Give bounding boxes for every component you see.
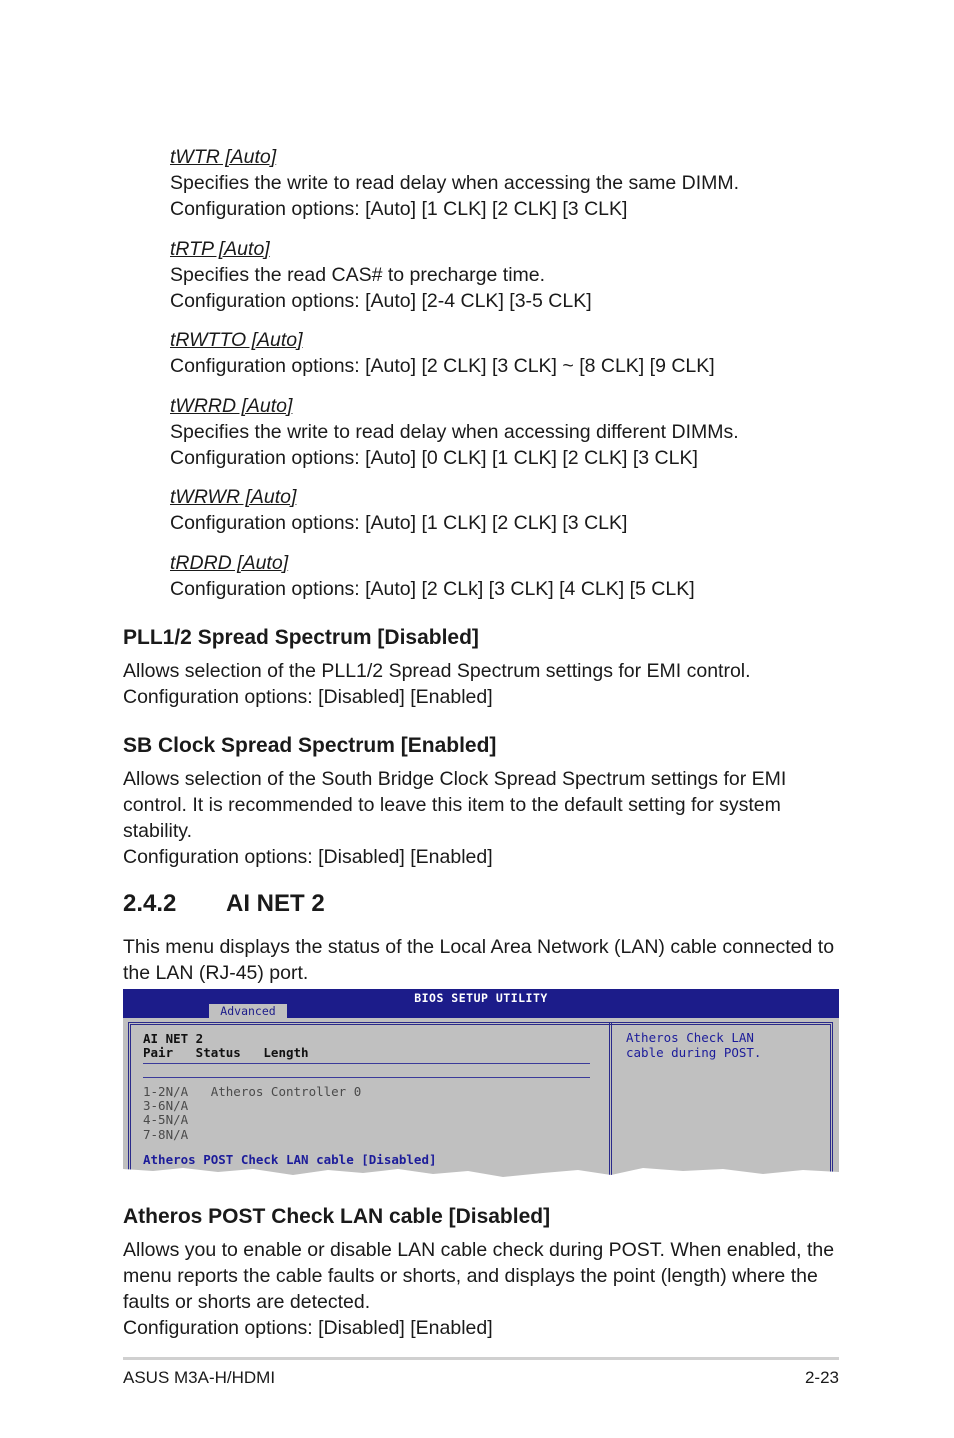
bios-help-line: Atheros Check LAN bbox=[626, 1030, 754, 1045]
timing-item-trdrd bbox=[170, 550, 870, 602]
footer-page-number: 2-23 bbox=[804, 1368, 839, 1387]
section-number: 2.4.2 bbox=[123, 890, 177, 917]
section-title: AI NET 2 bbox=[226, 890, 325, 917]
bios-help-line: cable during POST. bbox=[626, 1045, 762, 1060]
pll-heading: PLL1/2 Spread Spectrum [Disabled] bbox=[123, 626, 479, 649]
pll-description: Allows selection of the PLL1/2 Spread Spectrum settings for EMI control. bbox=[123, 660, 751, 682]
bios-pair-row: 3-6N/A bbox=[143, 1098, 189, 1113]
item-title: tRDRD [Auto] bbox=[170, 552, 289, 574]
bios-rule bbox=[143, 1063, 590, 1064]
item-title: tWTR [Auto] bbox=[170, 146, 277, 168]
sb-clock-spread-spectrum-section bbox=[123, 733, 843, 870]
sb-description-line: Allows selection of the South Bridge Clock Spread Spectrum settings for EMI bbox=[123, 768, 787, 790]
bios-tab-advanced[interactable]: Advanced bbox=[209, 1004, 287, 1018]
item-options: Configuration options: [Auto] [2 CLk] [3 CLK] [4 CLK] [5 CLK] bbox=[170, 578, 695, 600]
bios-pair-row: 7-8N/A bbox=[143, 1127, 189, 1142]
timing-item-trwtto bbox=[170, 327, 870, 379]
pll-spread-spectrum-section bbox=[123, 625, 843, 710]
footer-product-name: ASUS M3A-H/HDMI bbox=[123, 1368, 276, 1387]
item-options: Configuration options: [Auto] [1 CLK] [2 CLK] [3 CLK] bbox=[170, 512, 628, 534]
timing-item-twtr bbox=[170, 144, 870, 222]
sb-description-line: stability. bbox=[123, 820, 192, 842]
footer-rule bbox=[123, 1357, 839, 1360]
item-title: tWRWR [Auto] bbox=[170, 486, 297, 508]
timing-item-twrwr bbox=[170, 484, 870, 536]
bios-menu-title: AI NET 2 bbox=[143, 1031, 204, 1046]
bios-rule bbox=[143, 1077, 590, 1078]
item-options: Configuration options: [Auto] [1 CLK] [2 CLK] [3 CLK] bbox=[170, 198, 628, 220]
timing-item-twrrd bbox=[170, 393, 870, 471]
item-options: Configuration options: [Auto] [0 CLK] [1 CLK] [2 CLK] [3 CLK] bbox=[170, 447, 698, 469]
atheros-post-check-section bbox=[123, 1204, 843, 1341]
item-description: Specifies the write to read delay when accessing different DIMMs. bbox=[170, 421, 739, 443]
bios-columns-header: Pair Status Length bbox=[143, 1045, 309, 1060]
atheros-description-line: Allows you to enable or disable LAN cable check during POST. When enabled, the bbox=[123, 1239, 835, 1261]
atheros-description-line: menu reports the cable faults or shorts, and displays the point (length) where the bbox=[123, 1265, 818, 1287]
item-description: Specifies the write to read delay when accessing the same DIMM. bbox=[170, 172, 740, 194]
sb-options: Configuration options: [Disabled] [Enabled] bbox=[123, 846, 493, 868]
intro-line: This menu displays the status of the Local Area Network (LAN) cable connected to bbox=[123, 936, 835, 958]
section-intro bbox=[123, 934, 843, 986]
intro-line: the LAN (RJ-45) port. bbox=[123, 962, 309, 984]
bios-title: BIOS SETUP UTILITY bbox=[414, 991, 548, 1005]
item-options: Configuration options: [Auto] [2 CLK] [3 CLK] ~ [8 CLK] [9 CLK] bbox=[170, 355, 715, 377]
bios-pair-row: 4-5N/A bbox=[143, 1112, 189, 1127]
bios-screenshot bbox=[123, 989, 839, 1196]
sb-description-line: control. It is recommended to leave this item to the default setting for system bbox=[123, 794, 781, 816]
item-title: tWRRD [Auto] bbox=[170, 395, 293, 417]
item-options: Configuration options: [Auto] [2-4 CLK] [3-5 CLK] bbox=[170, 290, 592, 312]
bios-pair-row: 1-2N/A Atheros Controller 0 bbox=[143, 1084, 362, 1099]
atheros-options: Configuration options: [Disabled] [Enabled] bbox=[123, 1317, 493, 1339]
item-description: Specifies the read CAS# to precharge time. bbox=[170, 264, 546, 286]
atheros-description-line: faults or shorts are detected. bbox=[123, 1291, 371, 1313]
sb-heading: SB Clock Spread Spectrum [Enabled] bbox=[123, 734, 497, 757]
bios-selected-item[interactable]: Atheros POST Check LAN cable [Disabled] bbox=[143, 1152, 437, 1167]
torn-edge-decoration bbox=[123, 1157, 839, 1196]
timing-item-trtp bbox=[170, 236, 870, 314]
pll-options: Configuration options: [Disabled] [Enabled] bbox=[123, 686, 493, 708]
atheros-heading: Atheros POST Check LAN cable [Disabled] bbox=[123, 1205, 551, 1228]
item-title: tRTP [Auto] bbox=[170, 238, 270, 260]
item-title: tRWTTO [Auto] bbox=[170, 329, 303, 351]
